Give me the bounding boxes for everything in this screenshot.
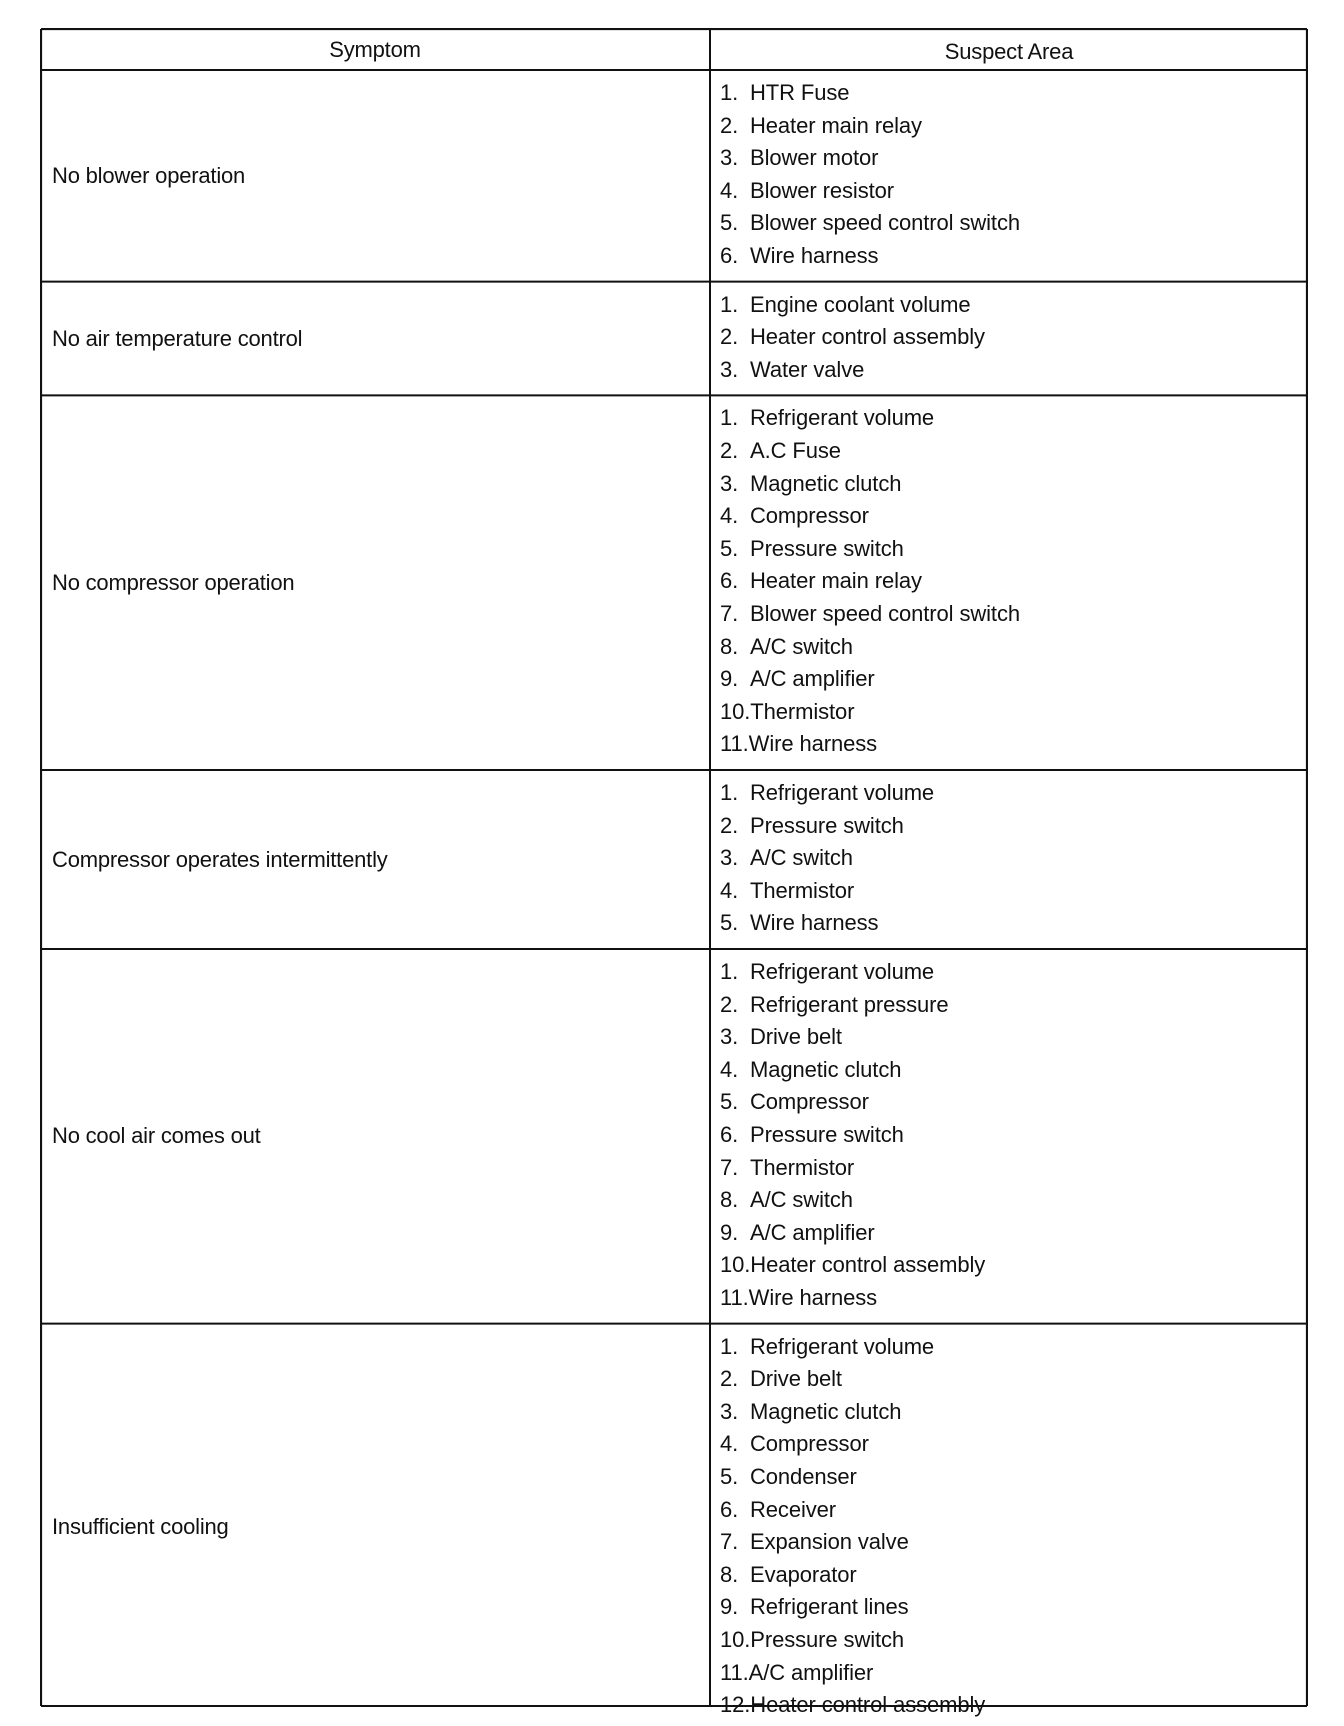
symptom-cell: Compressor operates intermittently (52, 846, 388, 872)
suspect-item (720, 1252, 985, 1278)
suspect-item (720, 813, 904, 839)
suspect-item-number: 6. (720, 1496, 739, 1522)
suspect-item (720, 845, 853, 871)
symptom-cell: No compressor operation (52, 569, 295, 595)
suspect-item-label: HTR Fuse (750, 80, 850, 105)
suspect-item-label: Evaporator (750, 1561, 857, 1587)
suspect-item (720, 1497, 836, 1523)
suspect-item-number: 3. (720, 470, 739, 496)
suspect-item (720, 780, 934, 806)
symptom-cell: No blower operation (52, 162, 246, 188)
suspect-item (720, 1024, 842, 1050)
suspect-item (720, 1627, 904, 1653)
suspect-item-label: Water valve (750, 356, 865, 382)
suspect-item-label: Refrigerant volume (750, 780, 935, 805)
suspect-item (720, 1660, 873, 1686)
suspect-item-number: 2. (720, 991, 739, 1017)
suspect-item-label: A/C switch (750, 845, 853, 871)
suspect-item (720, 1529, 909, 1555)
suspect-item-number: 9. (720, 1219, 739, 1245)
suspect-item (720, 1155, 854, 1181)
suspect-item-label: Pressure switch (750, 812, 904, 838)
suspect-item-number: 1. (720, 405, 739, 431)
suspect-item-number: 2. (720, 438, 739, 463)
suspect-item-label: Refrigerant pressure (750, 991, 949, 1017)
suspect-item-label: Wire harness (750, 243, 879, 268)
suspect-item (720, 1692, 985, 1718)
suspect-item (720, 1122, 904, 1148)
suspect-item-number: 11. (720, 731, 749, 757)
suspect-item-number: 8. (720, 633, 739, 659)
suspect-item-label: Magnetic clutch (750, 1398, 902, 1424)
suspect-item-label: Refrigerant volume (750, 405, 935, 431)
suspect-item-label: Thermistor (750, 877, 855, 903)
suspect-item-number: 10. (720, 1627, 751, 1652)
suspect-item-number: 10. (720, 698, 751, 724)
suspect-item-label: Compressor (750, 503, 869, 529)
suspect-item-number: 1. (720, 780, 739, 805)
suspect-item-number: 3. (720, 1024, 739, 1050)
suspect-item-label: Pressure switch (750, 1627, 905, 1652)
suspect-item-label: A/C amplifier (750, 666, 875, 692)
suspect-item-number: 11. (720, 1659, 749, 1685)
suspect-item (720, 1431, 869, 1457)
suspect-item-label: Wire harness (750, 910, 879, 936)
suspect-item-number: 4. (720, 1056, 739, 1082)
suspect-item-label: Heater main relay (750, 112, 922, 138)
suspect-item-number: 2. (720, 324, 739, 350)
suspect-item-number: 11. (720, 1285, 749, 1310)
suspect-item (720, 1057, 901, 1083)
suspect-item-label: Blower speed control switch (750, 601, 1020, 626)
suspect-item (720, 666, 875, 692)
suspect-item (720, 699, 854, 725)
suspect-item-number: 5. (720, 910, 739, 936)
suspect-item (720, 324, 985, 350)
header-symptom: Symptom (329, 37, 421, 62)
suspect-item (720, 471, 901, 497)
suspect-item-label: Engine coolant volume (750, 291, 971, 317)
suspect-item-number: 1. (720, 959, 739, 984)
suspect-item-number: 6. (720, 243, 739, 268)
suspect-item-number: 3. (720, 845, 739, 871)
suspect-item-label: Wire harness (748, 1285, 878, 1310)
suspect-item-number: 7. (720, 601, 739, 626)
suspect-item-number: 4. (720, 503, 739, 529)
diagnosis-table (40, 28, 1308, 1718)
suspect-item (720, 405, 934, 431)
suspect-item-label: Refrigerant lines (750, 1594, 909, 1620)
suspect-item (720, 992, 949, 1018)
suspect-item (720, 1464, 857, 1490)
symptom-cell: Insufficient cooling (52, 1514, 229, 1540)
suspect-item (720, 959, 934, 985)
suspect-item-number: 2. (720, 1366, 739, 1392)
suspect-item (720, 145, 878, 171)
suspect-item-number: 7. (720, 1529, 739, 1555)
suspect-item-label: Refrigerant volume (750, 959, 935, 984)
suspect-item-label: Heater main relay (750, 568, 922, 594)
suspect-item (720, 1594, 909, 1620)
suspect-item (720, 731, 877, 757)
suspect-item (720, 1366, 842, 1392)
suspect-item-label: Heater control assembly (750, 1692, 986, 1718)
suspect-item-number: 2. (720, 812, 739, 838)
suspect-item (720, 113, 922, 139)
suspect-item-number: 5. (720, 210, 739, 236)
suspect-item-label: Wire harness (748, 731, 878, 757)
suspect-item-number: 4. (720, 1431, 739, 1457)
suspect-item-label: Heater control assembly (750, 1252, 986, 1278)
suspect-item (720, 1334, 934, 1360)
suspect-item-label: Compressor (750, 1431, 869, 1457)
symptom-cell: No cool air comes out (52, 1123, 261, 1149)
suspect-item (720, 1285, 877, 1311)
suspect-item-label: A/C amplifier (748, 1659, 874, 1685)
suspect-item-number: 2. (720, 112, 739, 138)
suspect-item-number: 6. (720, 568, 739, 594)
suspect-item-label: A/C amplifier (750, 1219, 875, 1245)
suspect-item-label: A.C Fuse (750, 438, 841, 463)
suspect-item (720, 357, 864, 383)
suspect-item-label: Blower motor (750, 145, 879, 171)
suspect-item (720, 1562, 857, 1588)
suspect-item (720, 878, 854, 904)
suspect-item (720, 178, 894, 204)
suspect-item-label: Condenser (750, 1464, 857, 1489)
suspect-item-label: Magnetic clutch (750, 1056, 902, 1082)
suspect-item-label: A/C switch (750, 633, 853, 659)
suspect-item-label: Heater control assembly (750, 324, 985, 350)
suspect-item-label: A/C switch (750, 1187, 853, 1213)
suspect-item-number: 5. (720, 535, 739, 561)
header-suspect-area: Suspect Area (944, 39, 1074, 64)
suspect-item (720, 210, 1020, 236)
suspect-item-number: 9. (720, 1594, 739, 1620)
suspect-item-number: 1. (720, 1333, 739, 1359)
suspect-item-label: Blower resistor (750, 177, 894, 203)
suspect-item (720, 634, 853, 660)
suspect-item-number: 4. (720, 177, 739, 203)
suspect-item-label: Refrigerant volume (750, 1333, 935, 1359)
suspect-item-label: Receiver (750, 1496, 837, 1522)
suspect-item-number: 3. (720, 1398, 739, 1424)
suspect-item-label: Compressor (750, 1089, 869, 1115)
suspect-item-number: 5. (720, 1464, 739, 1489)
suspect-item (720, 601, 1020, 627)
symptom-cell: No air temperature control (52, 325, 303, 351)
suspect-item-label: Magnetic clutch (750, 470, 902, 496)
suspect-item-label: Thermistor (750, 1154, 855, 1180)
suspect-item-label: Expansion valve (750, 1529, 909, 1555)
suspect-item (720, 503, 869, 529)
suspect-item (720, 568, 922, 594)
suspect-item (720, 80, 849, 106)
suspect-item (720, 1399, 901, 1425)
suspect-item-number: 8. (720, 1561, 739, 1587)
suspect-item-label: Pressure switch (750, 535, 904, 561)
suspect-item-label: Thermistor (750, 698, 855, 724)
suspect-item-number: 6. (720, 1122, 739, 1147)
suspect-item-number: 9. (720, 666, 739, 692)
suspect-item-number: 3. (720, 145, 739, 171)
suspect-item-label: Pressure switch (750, 1122, 904, 1147)
suspect-item-number: 8. (720, 1187, 739, 1213)
suspect-item-number: 1. (720, 80, 739, 105)
suspect-item-number: 1. (720, 291, 739, 317)
suspect-item-number: 4. (720, 877, 739, 903)
suspect-item (720, 292, 971, 318)
suspect-item (720, 1089, 869, 1115)
suspect-item-number: 10. (720, 1252, 751, 1278)
suspect-item (720, 438, 841, 464)
suspect-item-number: 12. (720, 1692, 751, 1718)
suspect-item-number: 7. (720, 1154, 739, 1180)
suspect-item (720, 1220, 875, 1246)
suspect-item (720, 243, 878, 269)
suspect-item (720, 536, 904, 562)
suspect-item (720, 1187, 853, 1213)
suspect-item-number: 5. (720, 1089, 739, 1115)
suspect-item-label: Drive belt (750, 1024, 842, 1050)
suspect-item-label: Blower speed control switch (750, 210, 1020, 236)
suspect-item-number: 3. (720, 356, 739, 382)
suspect-item (720, 910, 878, 936)
suspect-item-label: Drive belt (750, 1366, 842, 1392)
